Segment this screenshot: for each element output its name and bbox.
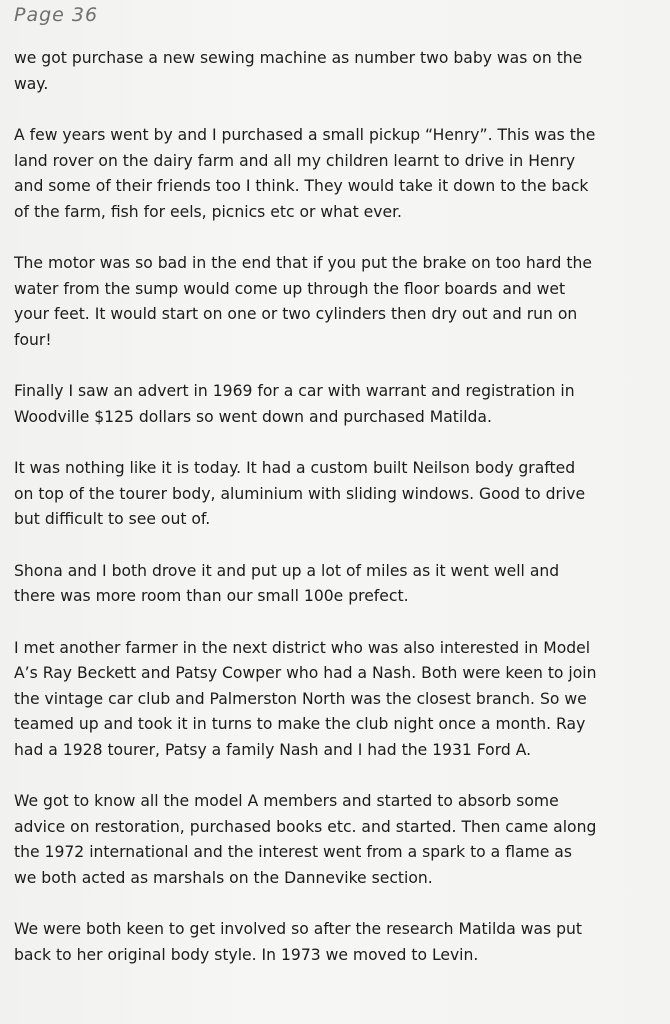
paragraph-moved-to-levin: We were both keen to get involved so after the research Matilda was put back to her original body style. In 1973 we moved to Levin. (14, 920, 583, 964)
paragraph-pickup-henry: A few years went by and I purchased a small pickup “Henry”. This was the land rover on the dairy farm and all my children learnt to drive in Henry and some of their friends too I think. They would take it down to the back of the farm, fish for eels, picnics etc or what ever. (14, 126, 596, 221)
body-text (14, 46, 660, 994)
paragraph-sewing-machine: we got purchase a new sewing machine as number two baby was on the way. (14, 49, 583, 93)
paragraph-another-farmer: I met another farmer in the next district who was also interested in Model A’s Ray Beckett and Patsy Cowper who had a Nash. Both were keen to join the vintage car club and Palmerston North was the closest branch. So we teamed up and took it in turns to make the club night once a month. Ray had a 1928 tourer, Patsy a family Nash and I had the 1931 Ford A. (14, 638, 597, 759)
paragraph-model-a-members: We got to know all the model A members and started to absorb some advice on restoration, purchased books etc. and started. Then came along the 1972 international and the interest went from a spark to a flame as we both acted as marshals on the Dannevike section. (14, 792, 597, 887)
paragraph-shona: Shona and I both drove it and put up a lot of miles as it went well and there was more room than our small 100e prefect. (14, 561, 560, 605)
page-number: Page 36 (14, 4, 99, 26)
paragraph-advert-matilda: Finally I saw an advert in 1969 for a car with warrant and registration in Woodville $125 dollars so went down and purchased Matilda. (14, 382, 575, 426)
paragraph-neilson-body: It was nothing like it is today. It had a custom built Neilson body grafted on top of the tourer body, aluminium with sliding windows. Good to drive but difficult to see out of. (14, 459, 586, 528)
paragraph-motor: The motor was so bad in the end that if you put the brake on too hard the water from the sump would come up through the floor boards and wet your feet. It would start on one or two cylinders then dry out and run on four! (14, 254, 592, 349)
